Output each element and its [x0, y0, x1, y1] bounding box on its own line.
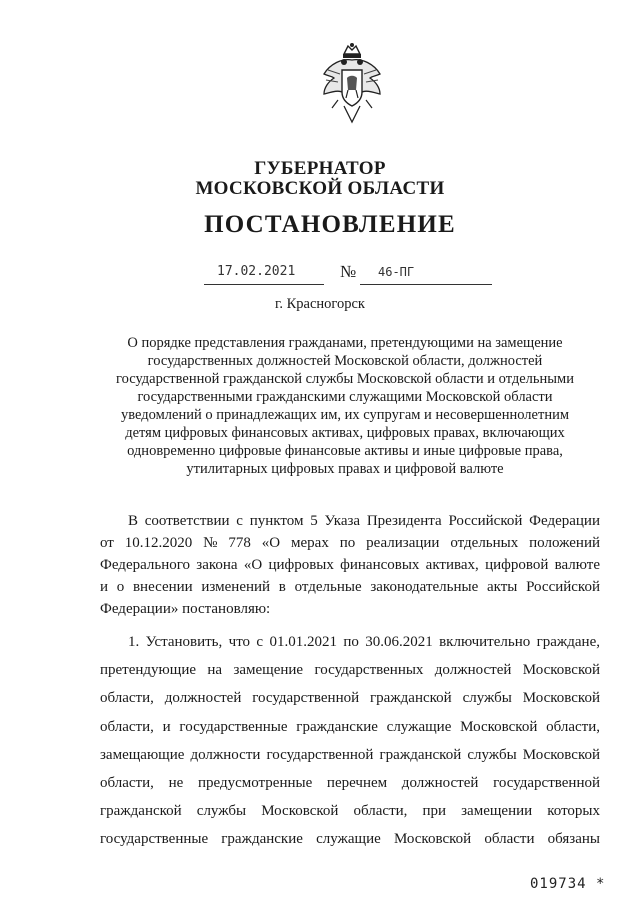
- line-text: государственные гражданские служащие Московской области обязаны: [100, 831, 600, 848]
- doc-type-title: ПОСТАНОВЛЕНИЕ: [204, 211, 456, 238]
- paragraph-preamble: [100, 510, 600, 620]
- header-governor: ГУБЕРНАТОР: [254, 158, 386, 179]
- text-line: [100, 554, 600, 576]
- line-text: от 10.12.2020 № 778 «О мерах по реализации отдельных положений: [100, 535, 600, 551]
- line-text: Федерации» постановляю:: [100, 601, 271, 617]
- subject-line: государственными гражданскими служащими Московской области: [137, 389, 553, 405]
- line-text: Федерального закона «О цифровых финансовых активах, цифровой валюте: [100, 557, 600, 573]
- number-underline: [360, 284, 492, 285]
- text-line: [100, 713, 600, 741]
- document-subject: [100, 334, 590, 478]
- number-sign: №: [340, 262, 357, 281]
- text-line: [100, 769, 600, 797]
- text-line: [100, 576, 600, 598]
- line-text: 1. Установить, что с 01.01.2021 по 30.06.2021 включительно граждане,: [128, 634, 600, 650]
- text-line: [100, 510, 600, 532]
- subject-line: О порядке представления гражданами, претендующими на замещение: [127, 335, 563, 351]
- document-date: 17.02.2021: [217, 264, 296, 279]
- text-line: [100, 825, 600, 853]
- city-name: г. Красногорск: [275, 296, 365, 312]
- text-line: [100, 741, 600, 769]
- line-text: претендующие на замещение государственных должностей Московской: [100, 662, 600, 679]
- line-text: и о внесении изменений в отдельные законодательные акты Российской: [100, 579, 600, 595]
- subject-line: детям цифровых финансовых активах, цифровых правах, включающих: [125, 425, 565, 441]
- serial-number: 019734 *: [530, 876, 606, 892]
- text-line: [100, 684, 600, 712]
- subject-line: уведомлений о принадлежащих им, их супругам и несовершеннолетним: [120, 407, 570, 423]
- text-line: [100, 628, 600, 656]
- document-body: [100, 510, 600, 854]
- line-text: гражданской службы Московской области, при замещении которых: [100, 803, 600, 820]
- subject-line: государственных должностей Московской области, должностей: [147, 353, 543, 369]
- document-number: 46-ПГ: [378, 265, 415, 279]
- subject-line: одновременно цифровые финансовые активы и иные цифровые права,: [127, 443, 563, 459]
- line-text: области, и государственные гражданские служащие Московской области,: [100, 718, 600, 735]
- line-text: области, не предусмотренные перечнем должностей государственной: [100, 774, 600, 791]
- line-text: В соответствии с пунктом 5 Указа Президента Российской Федерации: [128, 513, 600, 529]
- text-line: [100, 598, 600, 620]
- text-line: [100, 797, 600, 825]
- document-meta: [0, 262, 640, 292]
- text-line: [100, 656, 600, 684]
- date-underline: [204, 284, 324, 285]
- coat-of-arms-emblem: [318, 40, 386, 128]
- header-region: МОСКОВСКОЙ ОБЛАСТИ: [195, 178, 445, 199]
- line-text: замещающие должности государственной гражданской службы Московской: [100, 746, 600, 763]
- paragraph-item-1: [100, 628, 600, 854]
- line-text: области, должностей государственной гражданской службы Московской: [100, 690, 600, 707]
- subject-line: утилитарных цифровых правах и цифровой валюте: [186, 461, 504, 477]
- subject-line: государственной гражданской службы Московской области и отдельными: [116, 371, 574, 387]
- text-line: [100, 532, 600, 554]
